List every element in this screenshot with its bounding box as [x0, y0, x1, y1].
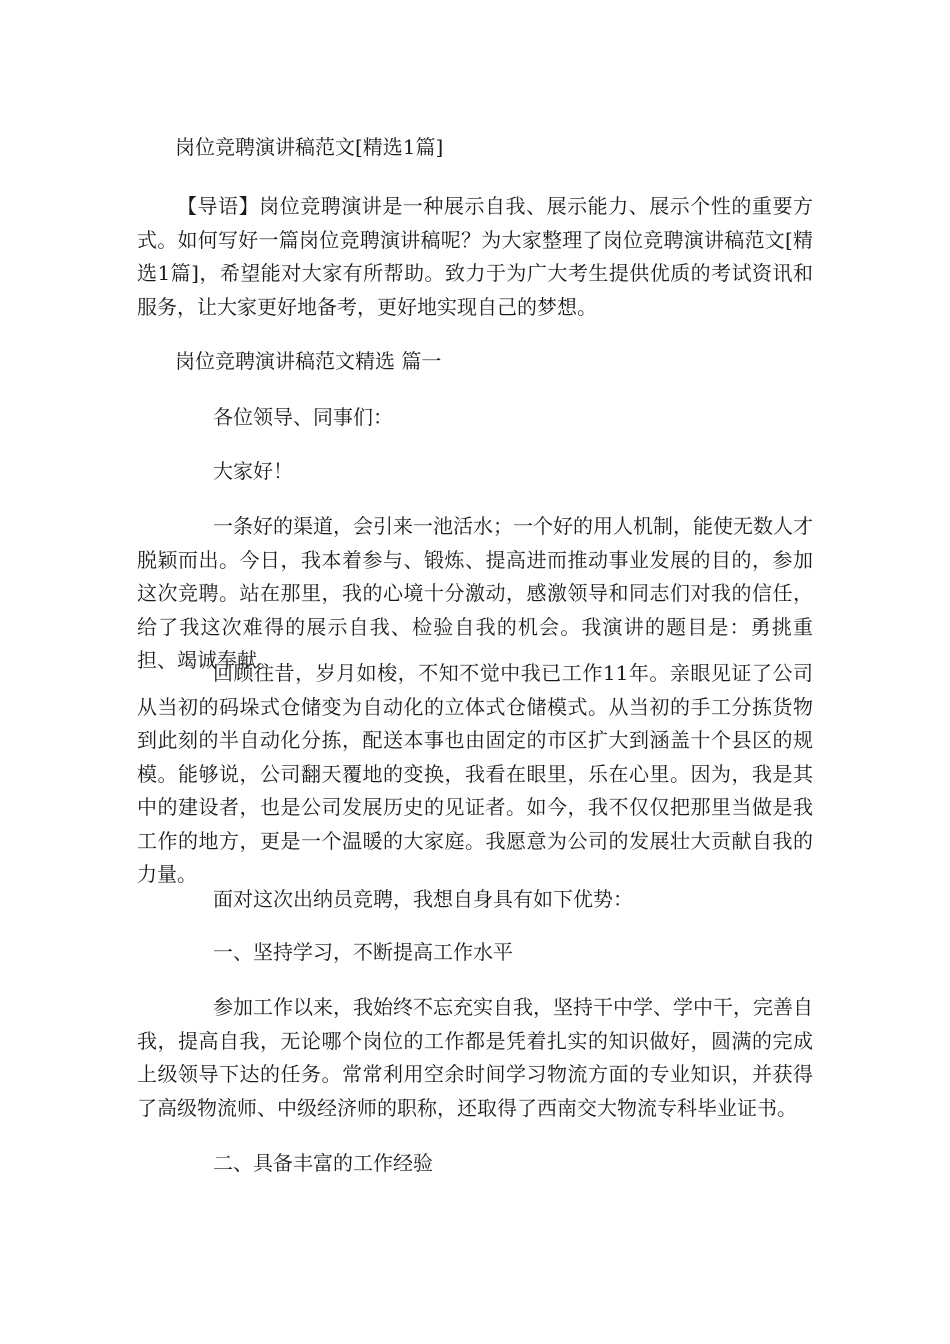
body-paragraph-review: 回顾往昔，岁月如梭，不知不觉中我已工作11年。亲眼见证了公司从当初的码垛式仓储变为自动化的立体式仓储模式。从当初的手工分拣货物到此刻的半自动化分拣，配送本事也由固定的市区扩大到涵盖十个县区的规模。能够说，公司翻天覆地的变换，我看在眼里，乐在心里。因为，我是其中的建设者，也是公司发展历史的见证者。如今，我不仅仅把那里当做是我工作的地方，更是一个温暖的大家庭。我愿意为公司的发展壮大贡献自我的力量。 — [137, 661, 813, 886]
point-one-body: 参加工作以来，我始终不忘充实自我，坚持干中学、学中干，完善自我，提高自我，无论哪个岗位的工作都是凭着扎实的知识做好，圆满的完成上级领导下达的任务。常常利用空余时间学习物流方面的专业知识，并获得了高级物流师、中级经济师的职称，还取得了西南交大物流专科毕业证书。 — [137, 995, 813, 1120]
body-paragraph-opening: 一条好的渠道，会引来一池活水；一个好的用人机制，能使无数人才脱颖而出。今日，我本着参与、锻炼、提高进而推动事业发展的目的，参加这次竞聘。站在那里，我的心境十分激动，感激领导和同志们对我的信任，给了我这次难得的展示自我、检验自我的机会。我演讲的题目是：勇挑重担、竭诚奉献。 — [137, 514, 813, 672]
advantages-intro: 面对这次出纳员竞聘，我想自身具有如下优势： — [213, 887, 633, 911]
section-title: 岗位竞聘演讲稿范文精选 篇一 — [175, 349, 442, 373]
point-two-heading: 二、具备丰富的工作经验 — [213, 1151, 433, 1175]
point-one-heading: 一、坚持学习，不断提高工作水平 — [213, 940, 513, 964]
intro-paragraph: 【导语】岗位竞聘演讲是一种展示自我、展示能力、展示个性的重要方式。如何写好一篇岗位竞聘演讲稿呢？为大家整理了岗位竞聘演讲稿范文[精选1篇]，希望能对大家有所帮助。致力于为广大考生提供优质的考试资讯和服务，让大家更好地备考，更好地实现自己的梦想。 — [137, 194, 813, 319]
document-title: 岗位竞聘演讲稿范文[精选1篇] — [175, 135, 444, 159]
greeting: 大家好！ — [213, 459, 293, 483]
salutation: 各位领导、同事们： — [213, 405, 393, 429]
